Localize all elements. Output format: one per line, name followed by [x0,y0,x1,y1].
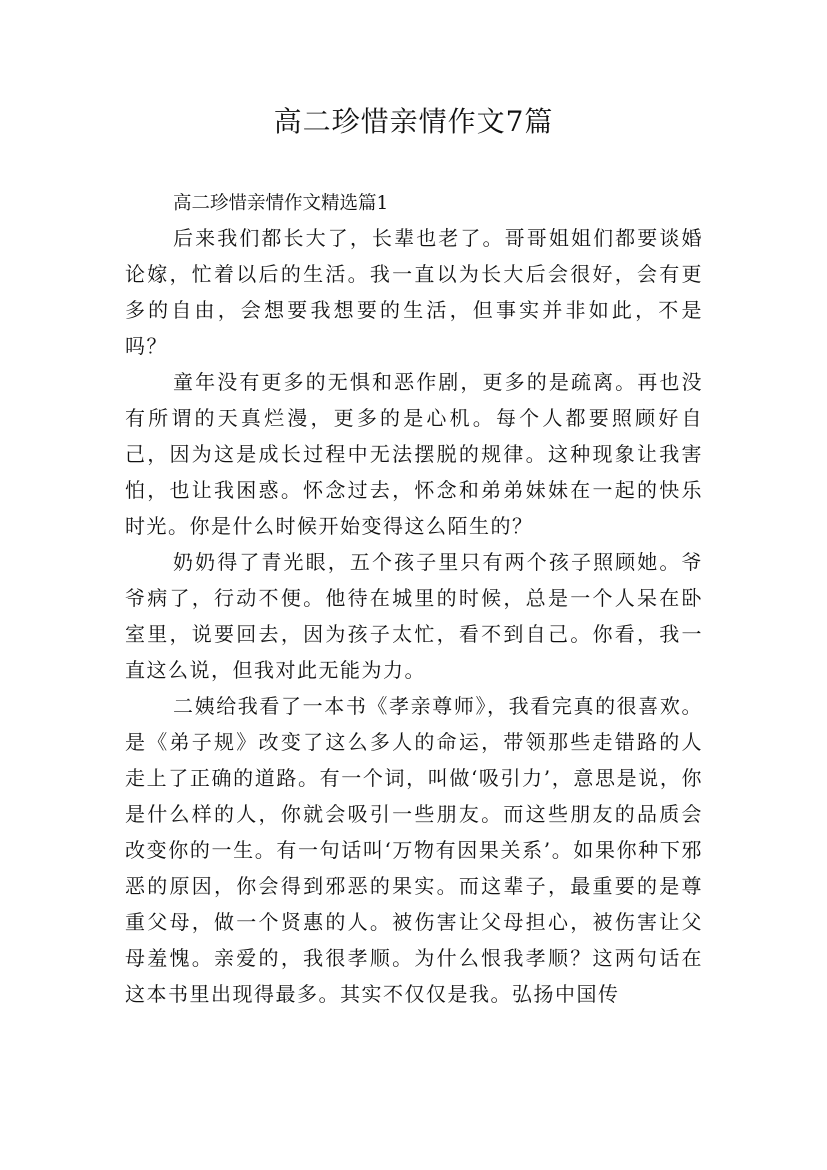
paragraph-3: 奶奶得了青光眼，五个孩子里只有两个孩子照顾她。爷爷病了，行动不便。他待在城里的时候，总是一个人呆在卧室里，说要回去，因为孩子太忙，看不到自己。你看，我一直这么说，但我对此无能为力。 [125,550,703,682]
document-title: 高二珍惜亲情作文7篇 [273,105,554,138]
section-heading: 高二珍惜亲情作文精选篇1 [173,193,389,214]
document-body [125,188,703,1012]
paragraph-2: 童年没有更多的无惧和恶作剧，更多的是疏离。再也没有所谓的天真烂漫，更多的是心机。每个人都要照顾好自己，因为这是成长过程中无法摆脱的规律。这种现象让我害怕，也让我困惑。怀念过去，怀念和弟弟妹妹在一起的快乐时光。你是什么时候开始变得这么陌生的？ [125,370,703,538]
paragraph-1: 后来我们都长大了，长辈也老了。哥哥姐姐们都要谈婚论嫁，忙着以后的生活。我一直以为长大后会很好，会有更多的自由，会想要我想要的生活，但事实并非如此，不是吗？ [125,226,703,358]
paragraph-4: 二姨给我看了一本书《孝亲尊师》，我看完真的很喜欢。是《弟子规》改变了这么多人的命运，带领那些走错路的人走上了正确的道路。有一个词，叫做‘吸引力’，意思是说，你是什么样的人，你就会吸引一些朋友。而这些朋友的品质会改变你的一生。有一句话叫‘万物有因果关系’。如果你种下邪恶的原因，你会得到邪恶的果实。而这辈子，最重要的是尊重父母，做一个贤惠的人。被伤害让父母担心，被伤害让父母羞愧。亲爱的，我很孝顺。为什么恨我孝顺？这两句话在这本书里出现得最多。其实不仅仅是我。弘扬中国传 [125,694,703,1006]
